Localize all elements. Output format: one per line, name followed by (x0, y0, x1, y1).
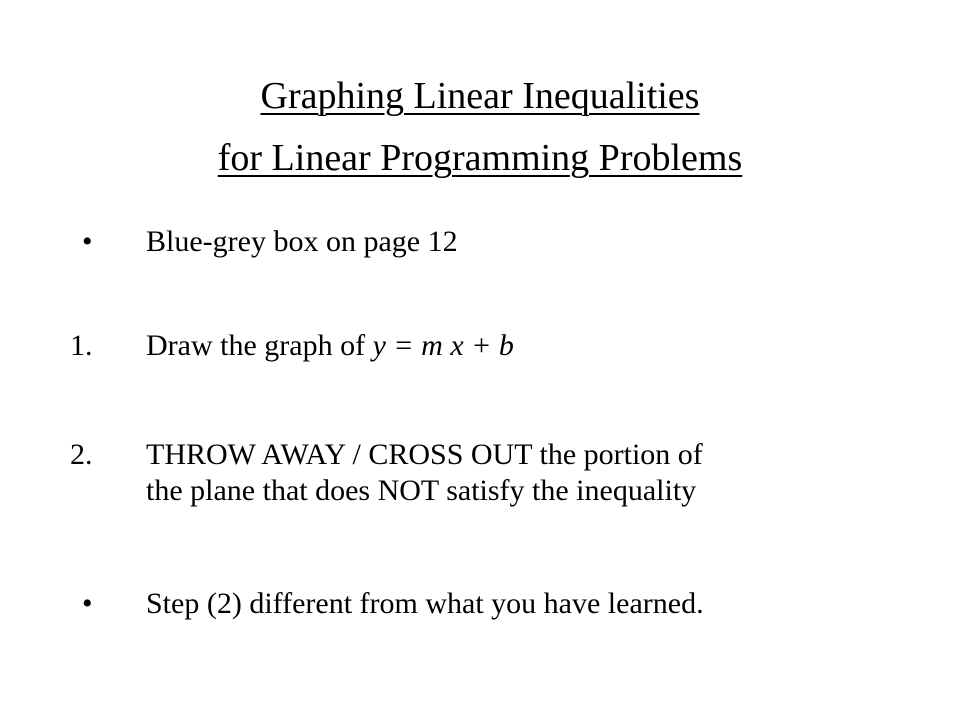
item-text-prefix: Draw the graph of (146, 329, 373, 362)
slide-title-line-1: Graphing Linear Inequalities (260, 75, 700, 117)
item-text-line-1: THROW AWAY / CROSS OUT the portion of (146, 438, 703, 471)
numbered-item-text (146, 437, 936, 509)
item-text-line-2: the plane that does NOT satisfy the inequality (146, 474, 697, 507)
number-marker: 1. (70, 329, 93, 362)
bullet-marker: • (82, 225, 93, 258)
number-marker: 2. (70, 438, 93, 471)
equation-text: y = m x + b (372, 329, 514, 362)
slide-title-line-2: for Linear Programming Problems (217, 137, 743, 179)
bullet-text: Blue-grey box on page 12 (146, 225, 458, 258)
bullet-text: Step (2) different from what you have learned. (146, 587, 704, 620)
numbered-item-text (146, 328, 936, 364)
bullet-marker: • (82, 587, 93, 620)
